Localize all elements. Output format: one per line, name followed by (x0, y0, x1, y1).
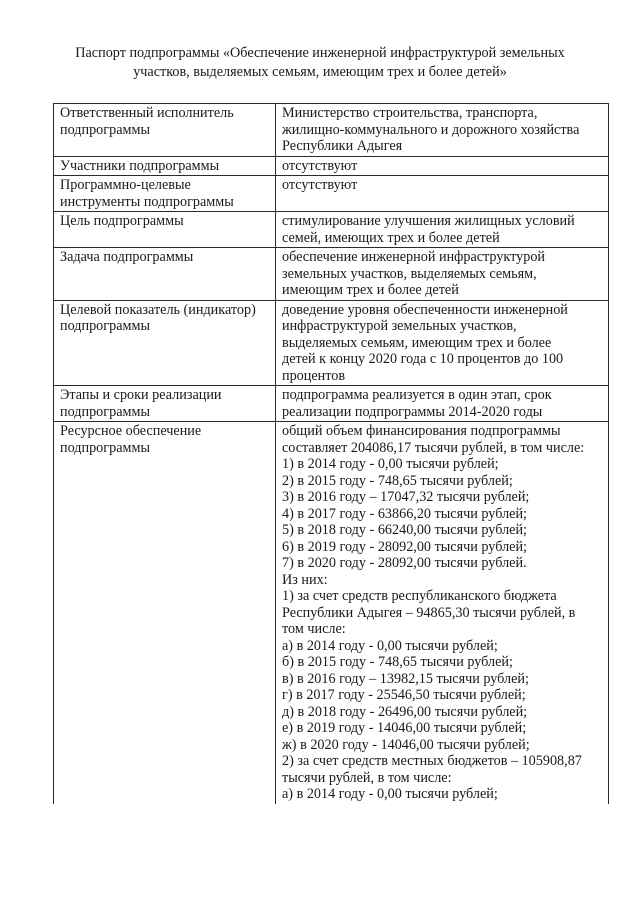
row-value-cell (276, 156, 609, 176)
row-value-line: обеспечение инженерной инфраструктурой (282, 249, 546, 265)
row-value-line: жилищно-коммунального и дорожного хозяйства (282, 121, 580, 138)
passport-row (54, 386, 609, 422)
row-value-cell (276, 422, 609, 804)
title-line: участков, выделяемых семьям, имеющим трех и более детей» (133, 64, 507, 80)
row-value-line: б) в 2015 году - 748,65 тысячи рублей; (282, 654, 513, 670)
row-value-line: д) в 2018 году - 26496,00 тысячи рублей; (282, 703, 528, 720)
row-label-line: Участники подпрограммы (60, 157, 220, 174)
row-value-line: подпрограмма реализуется в один этап, срок (282, 387, 552, 403)
row-value-line: ж) в 2020 году - 14046,00 тысячи рублей; (282, 736, 530, 753)
row-value-line: 1) в 2014 году - 0,00 тысячи рублей; (282, 456, 499, 472)
row-label-cell (54, 300, 276, 386)
row-label-line: подпрограммы (60, 439, 150, 456)
row-value-line: отсутствуют (282, 177, 358, 193)
title-line: Паспорт подпрограммы «Обеспечение инженерной инфраструктурой земельных (75, 45, 565, 61)
row-value-line: 1) за счет средств республиканского бюджета (282, 588, 557, 604)
row-label-line: Программно-целевые (60, 177, 191, 193)
row-value-line: семей, имеющих трех и более детей (282, 229, 500, 246)
row-value-line: Из них: (282, 571, 328, 588)
row-value-line: реализации подпрограммы 2014-2020 годы (282, 403, 543, 420)
row-value-line: 2) за счет средств местных бюджетов – 105908,87 (282, 753, 582, 769)
row-label-cell (54, 176, 276, 212)
row-label-line: Ответственный исполнитель (60, 105, 234, 121)
passport-row (54, 104, 609, 157)
passport-table-body (54, 104, 609, 804)
row-value-line: 2) в 2015 году - 748,65 тысячи рублей; (282, 472, 513, 489)
row-value-line: 5) в 2018 году - 66240,00 тысячи рублей; (282, 522, 527, 538)
row-label-line: Задача подпрограммы (60, 249, 194, 265)
row-value-cell (276, 248, 609, 301)
row-value-line: инфраструктурой земельных участков, (282, 318, 517, 334)
row-value-line: составляет 204086,17 тысячи рублей, в том числе: (282, 439, 585, 456)
row-value-line: процентов (282, 367, 346, 384)
row-value-line: стимулирование улучшения жилищных условий (282, 213, 575, 229)
row-value-cell (276, 176, 609, 212)
row-label-cell (54, 248, 276, 301)
row-label-line: Целевой показатель (индикатор) (60, 301, 256, 318)
row-value-line: том числе: (282, 621, 346, 637)
row-label-line: инструменты подпрограммы (60, 193, 234, 210)
row-value-cell (276, 212, 609, 248)
document-title (40, 44, 600, 82)
row-label-cell (54, 104, 276, 157)
row-label-line: Ресурсное обеспечение (60, 423, 202, 439)
passport-table (53, 103, 609, 804)
row-value-line: детей к концу 2020 года с 10 процентов до 100 (282, 351, 564, 367)
row-value-line: выделяемых семьям, имеющим трех и более (282, 334, 552, 351)
row-label-line: подпрограммы (60, 121, 150, 138)
row-value-cell (276, 104, 609, 157)
row-value-line: 3) в 2016 году – 17047,32 тысячи рублей; (282, 489, 530, 505)
row-value-line: г) в 2017 году - 25546,50 тысячи рублей; (282, 687, 526, 703)
passport-row (54, 300, 609, 386)
passport-row (54, 156, 609, 176)
row-value-line: е) в 2019 году - 14046,00 тысячи рублей; (282, 720, 527, 736)
row-value-line: Министерство строительства, транспорта, (282, 105, 538, 121)
row-value-line: 4) в 2017 году - 63866,20 тысячи рублей; (282, 505, 527, 522)
row-label-cell (54, 386, 276, 422)
row-value-line: а) в 2014 году - 0,00 тысячи рублей; (282, 786, 498, 802)
row-label-cell (54, 212, 276, 248)
row-value-line: общий объем финансирования подпрограммы (282, 423, 561, 439)
passport-row (54, 212, 609, 248)
row-label-line: Этапы и сроки реализации (60, 387, 222, 403)
row-value-line: а) в 2014 году - 0,00 тысячи рублей; (282, 637, 498, 654)
passport-row (54, 248, 609, 301)
row-value-line: отсутствуют (282, 157, 358, 174)
row-label-cell (54, 422, 276, 804)
row-value-line: доведение уровня обеспеченности инженерной (282, 301, 568, 318)
passport-row (54, 176, 609, 212)
row-value-line: Республики Адыгея – 94865,30 тысячи рублей, в (282, 604, 576, 621)
row-value-line: в) в 2016 году – 13982,15 тысячи рублей; (282, 670, 529, 687)
row-value-line: Республики Адыгея (282, 138, 403, 154)
row-value-line: тысячи рублей, в том числе: (282, 769, 452, 786)
row-label-cell (54, 156, 276, 176)
passport-row (54, 422, 609, 804)
row-value-cell (276, 300, 609, 386)
row-label-line: подпрограммы (60, 403, 150, 420)
row-value-line: 7) в 2020 году - 28092,00 тысячи рублей. (282, 555, 527, 571)
row-label-line: Цель подпрограммы (60, 213, 184, 229)
row-label-line: подпрограммы (60, 318, 150, 334)
row-value-cell (276, 386, 609, 422)
row-value-line: 6) в 2019 году - 28092,00 тысячи рублей; (282, 538, 527, 555)
row-value-line: имеющим трех и более детей (282, 282, 459, 298)
row-value-line: земельных участков, выделяемых семьям, (282, 265, 537, 282)
